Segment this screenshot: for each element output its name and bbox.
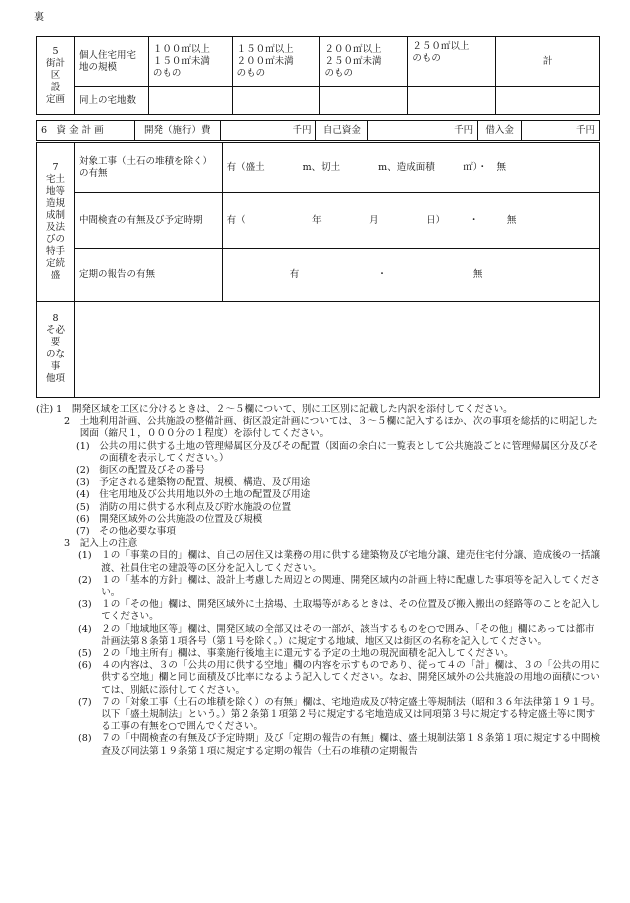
note-text: ２の「地主所有」欄は、事業施行後地主に還元する予定の土地の現況面積を記入してください。 [101, 648, 514, 660]
lot-count-cell-2[interactable] [232, 87, 320, 115]
note-text: 消防の用に供する水利点及び貯水施設の位置 [99, 501, 292, 513]
note-number: 3 [64, 538, 80, 550]
lot-size-col-1: １００㎡以上 １５０㎡未満 のもの [148, 37, 232, 87]
note-number: (7) [78, 696, 102, 708]
note-number: (2) [76, 465, 100, 477]
periodic-report-header: 定期の報告の有無 [74, 249, 222, 301]
note-item [36, 733, 602, 757]
note-text: その他必要な事項 [99, 526, 176, 538]
section5-table [36, 36, 600, 115]
lot-count-header: 同上の宅地数 [74, 87, 148, 115]
lot-count-cell-3[interactable] [320, 87, 408, 115]
note-number: (4) [76, 489, 100, 501]
target-work-value[interactable]: 有（盛土 m、切土 m、造成面積 ㎡）・ 無 [222, 143, 599, 193]
note-text: ７の「対象工事（土石の堆積を除く）の有無」欄は、宅地造成及び特定盛土等規制法（昭和３６年法律第１９１号。以下「盛土規制法」という。）第２条第１項第２号に規定する宅地造成又は同項第３号に規定する特定盛土等に関する工事の有無を○で囲んでください。 [101, 696, 601, 733]
note-item [36, 599, 602, 623]
note-item [36, 624, 602, 648]
note-item [36, 697, 602, 734]
dev-cost-value[interactable]: 千円 [220, 121, 316, 141]
notes-section [36, 404, 602, 758]
note-item [36, 416, 602, 440]
section8-label: 8 そ必 要 のな 事 他項 [37, 301, 75, 397]
loan-value[interactable]: 千円 [522, 121, 600, 141]
lot-size-col-4: ２５０㎡以上 のもの [408, 37, 496, 87]
note-item [36, 538, 602, 550]
periodic-report-yes[interactable]: 有 [289, 269, 300, 280]
lot-count-cell-4[interactable] [408, 87, 496, 115]
note-text: 街区の配置及びその番号 [99, 465, 205, 477]
note-item [36, 575, 602, 599]
lot-size-header: 個人住宅用宅地の規模 [74, 37, 148, 87]
note-number: 2 [64, 416, 80, 428]
finance-plan-label: 6 資 金 計 画 [37, 121, 135, 141]
other-items-field[interactable] [74, 301, 599, 397]
note-number: (6) [76, 513, 100, 525]
reverse-side-label: 裏 [34, 12, 44, 23]
note-item [36, 489, 602, 501]
note-text: １の「基本的方針」欄は、設計上考慮した周辺との関連、開発区域内の計画上特に配慮した事項等を記入してください。 [101, 574, 601, 599]
section7-label: 7 宅土 地等 造規 成制 及法 びの 特手 定続 盛 [37, 143, 75, 302]
note-item [36, 514, 602, 526]
section5-label: 5 街計 区 設 定画 [37, 37, 75, 115]
note-text: 開発区域外の公共施設の位置及び規模 [99, 513, 263, 525]
lot-size-total-header: 計 [496, 37, 600, 87]
note-text: 土地利用計画、公共施設の整備計画、街区設定計画については、３～５欄に記入するほか、次の事項を総括的に明記した図面（縮尺１，０００分の１程度）を添付してください。 [79, 416, 598, 440]
note-number: (3) [78, 599, 102, 611]
note-number: (2) [78, 574, 102, 586]
lot-count-total-cell[interactable] [496, 87, 600, 115]
note-text: 予定される建築物の配置、規模、構造、及び用途 [99, 477, 311, 489]
note-number: (注) 1 [36, 404, 72, 415]
loan-label: 借入金 [478, 121, 522, 141]
interim-inspection-header: 中間検査の有無及び予定時期 [74, 193, 222, 249]
periodic-report-value[interactable] [222, 249, 599, 301]
note-number: (1) [76, 440, 100, 452]
note-item [36, 526, 602, 538]
note-text: 記入上の注意 [79, 538, 138, 550]
note-item [36, 502, 602, 514]
own-funds-label: 自己資金 [316, 121, 368, 141]
note-item [36, 441, 602, 465]
note-number: (5) [76, 501, 100, 513]
target-work-header: 対象工事（土石の堆積を除く）の有無 [74, 143, 222, 193]
section7-8-table [36, 142, 600, 398]
periodic-report-no[interactable]: 無 [472, 269, 483, 280]
periodic-report-dot: ・ [377, 269, 387, 280]
note-text: 住宅用地及び公共用地以外の土地の配置及び用途 [99, 489, 311, 501]
note-item [36, 477, 602, 489]
note-number: (7) [76, 526, 100, 538]
note-number: (4) [78, 623, 102, 635]
note-number: (5) [78, 648, 102, 660]
note-text: ７の「中間検査の有無及び予定時期」及び「定期の報告の有無」欄は、盛土規制法第１８条第１項に規定する中間検査及び同法第１９条第１項に規定する定期の報告（土石の堆積の定期報告 [101, 733, 601, 757]
note-text: ４の内容は、３の「公共の用に供する空地」欄の内容を示すものであり、従って４の「計」欄は、３の「公共の用に供する空地」欄と同じ面積及び比率になるよう記入してください。なお、開発区域外の公共施設の用地の面積については、別紙に添付してください。 [101, 660, 601, 696]
note-item [36, 660, 602, 697]
note-item [36, 550, 602, 574]
own-funds-value[interactable]: 千円 [368, 121, 478, 141]
lot-size-col-3: ２００㎡以上 ２５０㎡未満 のもの [320, 37, 408, 87]
note-text: ２の「地域地区等」欄は、開発区域の全部又はその一部が、該当するものを○で囲み、「その他」欄にあっては都市計画法第８条第１項各号（第１号を除く。）に規定する地域、地区又は街区の名称を記入してください。 [101, 623, 595, 647]
note-text: １の「事業の目的」欄は、自己の居住又は業務の用に供する建築物及び宅地分譲、建売住宅付分譲、造成後の一括譲渡、社員住宅の建設等の区分を記入してください。 [101, 550, 601, 574]
lot-count-cell-1[interactable] [148, 87, 232, 115]
dev-cost-label: 開発（施行）費 [134, 121, 220, 141]
section6-table [36, 120, 600, 141]
note-number: (8) [78, 733, 102, 745]
note-number: (6) [78, 660, 102, 672]
note-number: (3) [76, 477, 100, 489]
note-item [36, 404, 602, 416]
note-number: (1) [78, 550, 102, 562]
note-text: １の「その他」欄は、開発区域外に土捨場、土取場等があるときは、その位置及び搬入搬出の経路等のことを記入してください。 [101, 599, 601, 623]
note-item [36, 465, 602, 477]
lot-size-col-2: １５０㎡以上 ２００㎡未満 のもの [232, 37, 320, 87]
note-text: 公共の用に供する土地の管理帰属区分及びその配置（図面の余白に一覧表として公共施設ごとに管理帰属区分及びその面積を表示してください。） [99, 440, 599, 464]
note-text: 開発区域を工区に分けるときは、２～５欄について、別に工区別に記載した内訳を添付してください。 [71, 404, 513, 415]
interim-inspection-value[interactable]: 有（ 年 月 日） ・ 無 [222, 193, 599, 249]
note-item [36, 648, 602, 660]
